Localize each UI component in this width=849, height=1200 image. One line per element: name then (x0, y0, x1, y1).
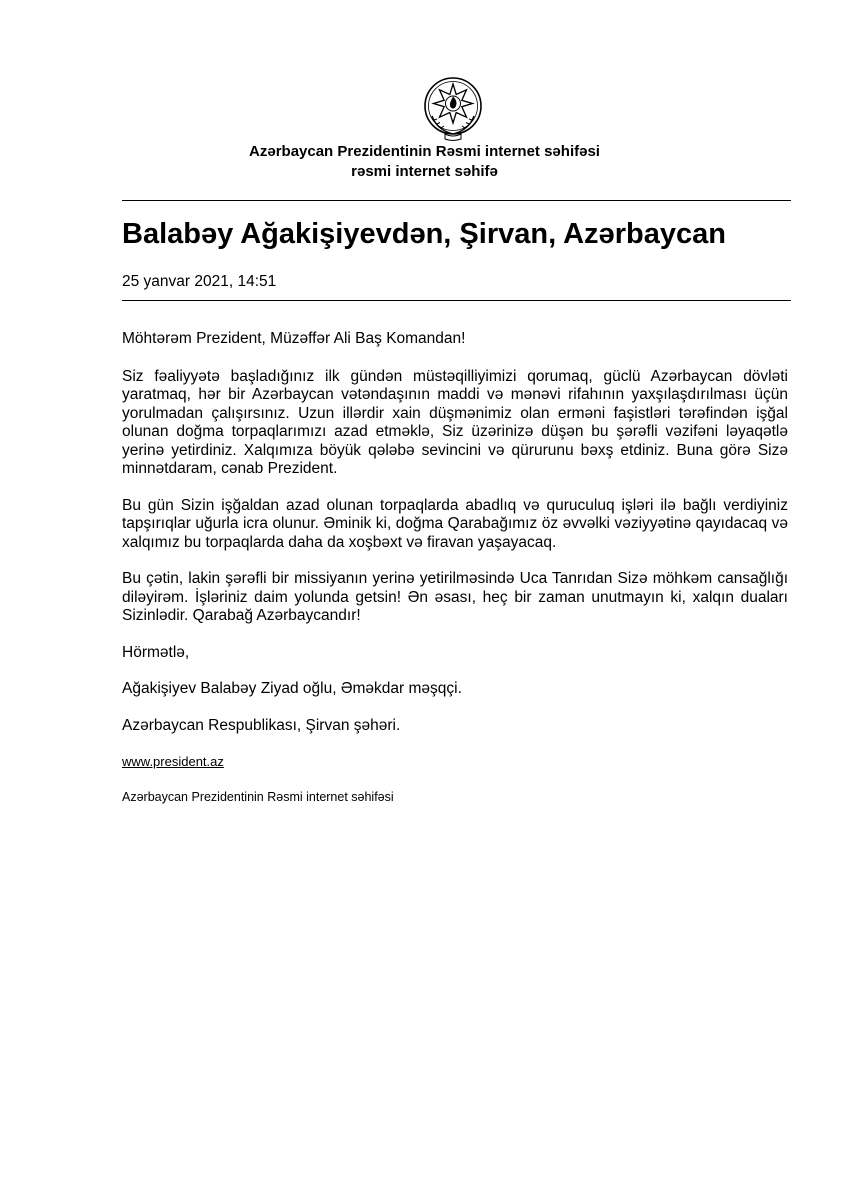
article-date: 25 yanvar 2021, 14:51 (122, 273, 277, 290)
website-link[interactable]: www.president.az (122, 754, 224, 769)
azerbaijan-state-emblem-icon (423, 76, 483, 142)
footer-site-name: Azərbaycan Prezidentinin Rəsmi internet səhifəsi (122, 789, 394, 804)
body-paragraph: Bu gün Sizin işğaldan azad olunan torpaqlarda abadlıq və quruculuq işləri ilə bağlı verdiyiniz tapşırıqlar uğurla icra olunur. Əminik ki, doğma Qarabağımız öz əvvəlki vəziyyətinə qayıdacaq və xalqımız bu torpaqlarda daha da xoşbəxt və firavan yaşayacaq. (122, 496, 788, 551)
title-divider (122, 300, 791, 301)
site-subtitle: rəsmi internet səhifə (351, 163, 498, 180)
closing: Hörmətlə, (122, 643, 190, 661)
signature: Ağakişiyev Balabəy Ziyad oğlu, Əməkdar məşqçi. (122, 680, 462, 697)
site-header (0, 142, 849, 182)
body-paragraph: Siz fəaliyyətə başladığınız ilk gündən müstəqilliyimizi qorumaq, güclü Azərbaycan dövləti yaratmaq, hər bir Azərbaycan vətəndaşının maddi və mənəvi rifahının yaxşılaşdırılması üçün yorulmadan çalışırsınız. Uzun illərdir xain düşmənimiz olan erməni faşistləri tərəfindən işğal olunan doğma torpaqlarımızı azad etməklə, Siz üzərinizə düşən bu şərəfli vəzifəni ləyaqətlə yerinə yetirdiniz. Xalqımıza böyük qələbə sevincini və qürurunu bəxş etdiniz. Buna görə Sizə minnətdaram, cənab Prezident. (122, 367, 788, 477)
body-paragraph: Bu çətin, lakin şərəfli bir missiyanın yerinə yetirilməsində Uca Tanrıdan Sizə möhkəm cansağlığı diləyirəm. İşləriniz daim yolunda getsin! Ən əsası, heç bir zaman unutmayın ki, xalqın duaları Sizinlədir. Qarabağ Azərbaycandır! (122, 570, 788, 624)
sender-location: Azərbaycan Respublikası, Şirvan şəhəri. (122, 716, 401, 734)
site-title: Azərbaycan Prezidentinin Rəsmi internet səhifəsi (249, 143, 600, 160)
header-divider (122, 200, 791, 201)
greeting: Möhtərəm Prezident, Müzəffər Ali Baş Komandan! (122, 330, 466, 347)
article-body (122, 330, 788, 805)
article-title: Balabəy Ağakişiyevdən, Şirvan, Azərbaycan (122, 218, 726, 250)
